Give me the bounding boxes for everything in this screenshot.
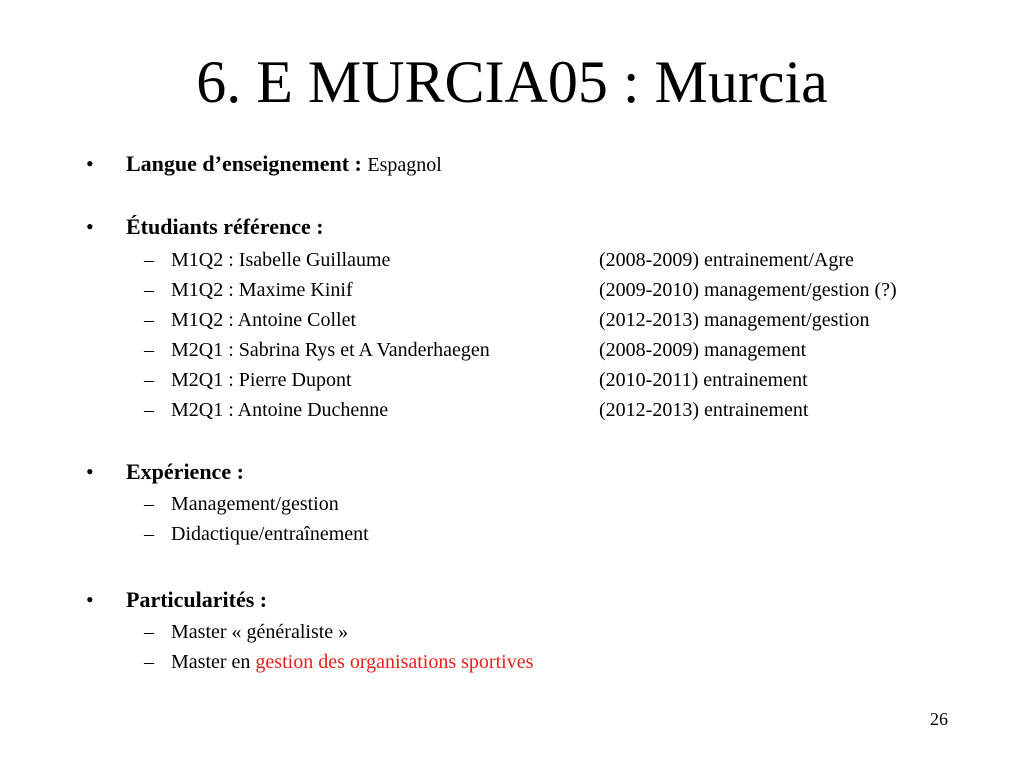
student-name: M1Q2 : Antoine Collet: [171, 309, 356, 331]
bullet-icon: •: [86, 459, 94, 484]
dash-icon: –: [144, 651, 154, 673]
particularite-text: Master en: [171, 651, 256, 673]
langue-value: Espagnol: [367, 154, 442, 176]
page-number: 26: [930, 709, 948, 729]
dash-icon: –: [144, 399, 154, 421]
experience-item-text: Didactique/entraînement: [171, 523, 369, 545]
student-period: (2010-2011) entrainement: [599, 369, 808, 391]
student-name: M2Q1 : Pierre Dupont: [171, 369, 352, 391]
student-name: M1Q2 : Maxime Kinif: [171, 279, 353, 301]
particularites-label: Particularités :: [126, 587, 268, 612]
student-period: (2008-2009) management: [599, 339, 807, 361]
particularite-item-text: [171, 620, 348, 644]
dash-icon: –: [144, 339, 154, 361]
dash-icon: –: [144, 369, 154, 391]
slide-title: 6. E MURCIA05 : Murcia: [196, 49, 828, 115]
student-period: (2012-2013) entrainement: [599, 399, 809, 421]
bullet-langue-text: [126, 151, 442, 178]
dash-icon: –: [144, 249, 154, 271]
etudiants-label: Étudiants référence :: [126, 214, 324, 239]
bullet-icon: •: [86, 214, 94, 239]
highlighted-text: gestion des organisations sportives: [255, 651, 534, 673]
student-name: M1Q2 : Isabelle Guillaume: [171, 249, 391, 271]
student-name: M2Q1 : Antoine Duchenne: [171, 399, 389, 421]
experience-label: Expérience :: [126, 459, 244, 484]
student-name: M2Q1 : Sabrina Rys et A Vanderhaegen: [171, 339, 490, 361]
student-period: (2012-2013) management/gestion: [599, 309, 870, 331]
student-period: (2009-2010) management/gestion (?): [599, 279, 897, 301]
dash-icon: –: [144, 523, 154, 545]
dash-icon: –: [144, 621, 154, 643]
langue-label: Langue d’enseignement :: [126, 151, 362, 176]
student-period: (2008-2009) entrainement/Agre: [599, 249, 854, 271]
bullet-icon: •: [86, 151, 94, 176]
dash-icon: –: [144, 309, 154, 331]
dash-icon: –: [144, 493, 154, 515]
bullet-icon: •: [86, 587, 94, 612]
particularite-text: Master « généraliste »: [171, 621, 349, 643]
particularite-item-text: [171, 650, 533, 674]
experience-item-text: Management/gestion: [171, 493, 339, 515]
dash-icon: –: [144, 279, 154, 301]
